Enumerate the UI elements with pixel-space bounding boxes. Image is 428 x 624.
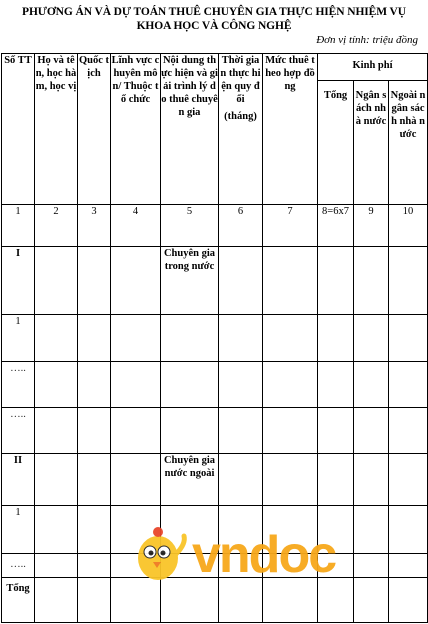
header-content: Nội dung thực hiện và giải trình lý do thuê chuyên gia xyxy=(161,54,219,205)
index-row xyxy=(2,205,428,247)
row-content xyxy=(161,505,219,553)
row-content xyxy=(161,361,219,407)
index-cell: 10 xyxy=(389,205,428,247)
table-row xyxy=(2,577,428,622)
index-cell: 1 xyxy=(2,205,35,247)
header-name: Họ và tên, học hàm, học vị xyxy=(35,54,78,205)
index-cell: 8=6x7 xyxy=(318,205,354,247)
header-funding: Kinh phí xyxy=(318,54,428,81)
row-stt: II xyxy=(2,453,35,505)
index-cell: 2 xyxy=(35,205,78,247)
header-nationality: Quốc tịch xyxy=(78,54,111,205)
index-cell: 5 xyxy=(161,205,219,247)
row-stt: Tổng xyxy=(2,577,35,622)
table-row xyxy=(2,553,428,577)
header-total: Tổng xyxy=(318,81,354,205)
row-stt: 1 xyxy=(2,505,35,553)
expert-budget-table xyxy=(1,53,428,623)
header-field: Lĩnh vực chuyên môn/ Thuộc tổ chức xyxy=(111,54,161,205)
index-cell: 6 xyxy=(219,205,263,247)
row-stt: ….. xyxy=(2,361,35,407)
table-row xyxy=(2,361,428,407)
row-content xyxy=(161,553,219,577)
table-row xyxy=(2,247,428,315)
unit-note: Đơn vị tính: triệu đồng xyxy=(316,34,418,46)
index-cell: 7 xyxy=(263,205,318,247)
header-non-budget: Ngoài ngân sách nhà nước xyxy=(389,81,428,205)
header-stt: Số TT xyxy=(2,54,35,205)
row-content xyxy=(161,577,219,622)
table-row xyxy=(2,407,428,453)
document-title-line2: KHOA HỌC VÀ CÔNG NGHỆ xyxy=(136,20,292,32)
index-cell: 4 xyxy=(111,205,161,247)
table-row xyxy=(2,453,428,505)
row-content xyxy=(161,315,219,361)
row-stt: ….. xyxy=(2,553,35,577)
row-content xyxy=(161,407,219,453)
row-stt: 1 xyxy=(2,315,35,361)
header-time-label: Thời gian thực hiện quy đổi xyxy=(220,55,261,105)
header-budget: Ngân sách nhà nước xyxy=(354,81,389,205)
index-cell: 9 xyxy=(354,205,389,247)
table-row xyxy=(2,315,428,361)
index-cell: 3 xyxy=(78,205,111,247)
header-time-unit: (tháng) xyxy=(224,111,257,122)
header-rate: Mức thuê theo hợp đồng xyxy=(263,54,318,205)
row-content: Chuyên gia trong nước xyxy=(161,247,219,315)
table-row xyxy=(2,505,428,553)
row-content: Chuyên gia nước ngoài xyxy=(161,453,219,505)
document-title-line1: PHƯƠNG ÁN VÀ DỰ TOÁN THUÊ CHUYÊN GIA THỰC HIỆN NHIỆM VỤ xyxy=(22,6,406,18)
header-time xyxy=(219,54,263,205)
row-stt: I xyxy=(2,247,35,315)
watermark-text: vndoc xyxy=(192,526,336,584)
row-stt: ….. xyxy=(2,407,35,453)
